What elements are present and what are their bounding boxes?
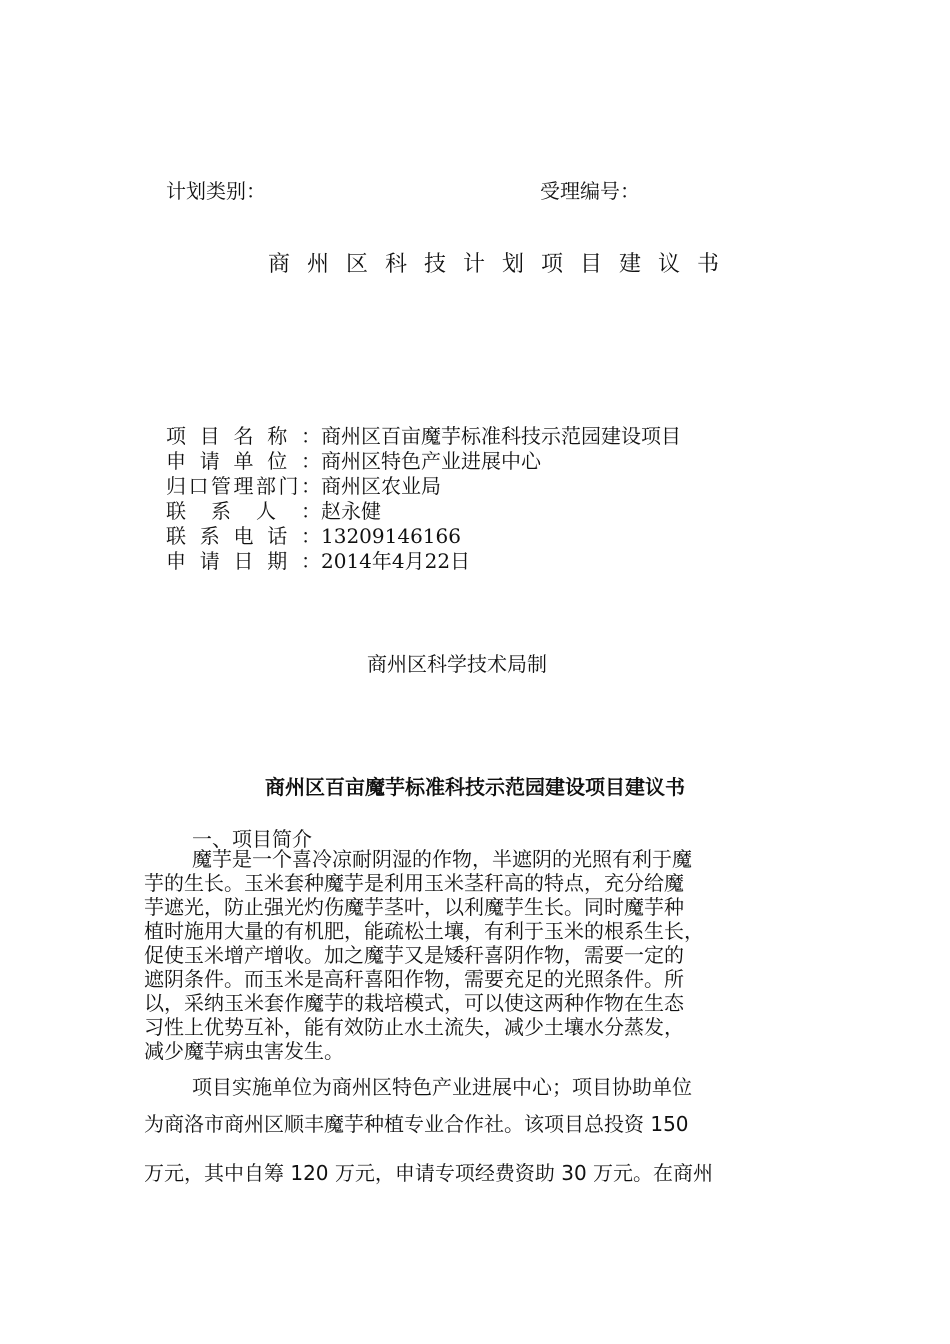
- info-row-contact: [166, 499, 681, 524]
- info-label: 联系电话：: [166, 524, 321, 548]
- info-value: 商州区农业局: [321, 474, 441, 498]
- project-info-block: [166, 424, 681, 574]
- info-value: 商州区百亩魔芋标准科技示范园建设项目: [321, 424, 681, 448]
- info-value: 2014年4月22日: [321, 549, 471, 573]
- intro-paragraph: [144, 847, 824, 1063]
- implementation-paragraph-start: 项目实施单位为商州区特色产业进展中心；项目协助单位: [192, 1075, 692, 1099]
- paragraph-line: 减少魔芋病虫害发生。: [144, 1039, 344, 1063]
- producer-line: 商州区科学技术局制: [367, 652, 547, 676]
- accept-number-label: 受理编号：: [540, 179, 640, 203]
- paragraph-line: 促使玉米增产增收。加之魔芋又是矮秆喜阴作物，需要一定的: [144, 943, 684, 967]
- info-label: 申请日期：: [166, 549, 321, 573]
- info-row-phone: [166, 524, 681, 549]
- info-value: 赵永健: [321, 499, 381, 523]
- info-row-applicant: [166, 449, 681, 474]
- cover-title: 商州区科技计划项目建议书: [268, 252, 737, 277]
- implementation-paragraph-line: 万元，其中自筹 120 万元，申请专项经费资助 30 万元。在商州: [144, 1161, 714, 1185]
- info-row-department: [166, 474, 681, 499]
- paragraph-line: 魔芋是一个喜冷凉耐阴湿的作物，半遮阴的光照有利于魔: [192, 847, 692, 871]
- paragraph-line: 以，采纳玉米套作魔芋的栽培模式，可以使这两种作物在生态: [144, 991, 684, 1015]
- info-row-project-name: [166, 424, 681, 449]
- plan-category-label: 计划类别：: [166, 179, 266, 203]
- info-value: 商州区特色产业进展中心: [321, 449, 541, 473]
- paragraph-line: 习性上优势互补，能有效防止水土流失，减少土壤水分蒸发，: [144, 1015, 684, 1039]
- info-row-date: [166, 549, 681, 574]
- info-label: 项目名称：: [166, 424, 321, 448]
- proposal-title: 商州区百亩魔芋标准科技示范园建设项目建议书: [265, 775, 685, 799]
- info-value: 13209146166: [321, 524, 461, 548]
- paragraph-line: 芋遮光，防止强光灼伤魔芋茎叶，以利魔芋生长。同时魔芋种: [144, 895, 684, 919]
- info-label: 归口管理部门：: [166, 474, 321, 498]
- paragraph-line: 植时施用大量的有机肥，能疏松土壤，有利于玉米的根系生长，: [144, 919, 704, 943]
- paragraph-line: 遮阴条件。而玉米是高秆喜阳作物，需要充足的光照条件。所: [144, 967, 684, 991]
- info-label: 申请单位：: [166, 449, 321, 473]
- implementation-paragraph-line: 为商洛市商州区顺丰魔芋种植专业合作社。该项目总投资 150: [144, 1112, 689, 1136]
- info-label: 联系人：: [166, 499, 321, 523]
- paragraph-line: 芋的生长。玉米套种魔芋是利用玉米茎秆高的特点，充分给魔: [144, 871, 684, 895]
- section-heading: 一、项目简介: [192, 827, 312, 851]
